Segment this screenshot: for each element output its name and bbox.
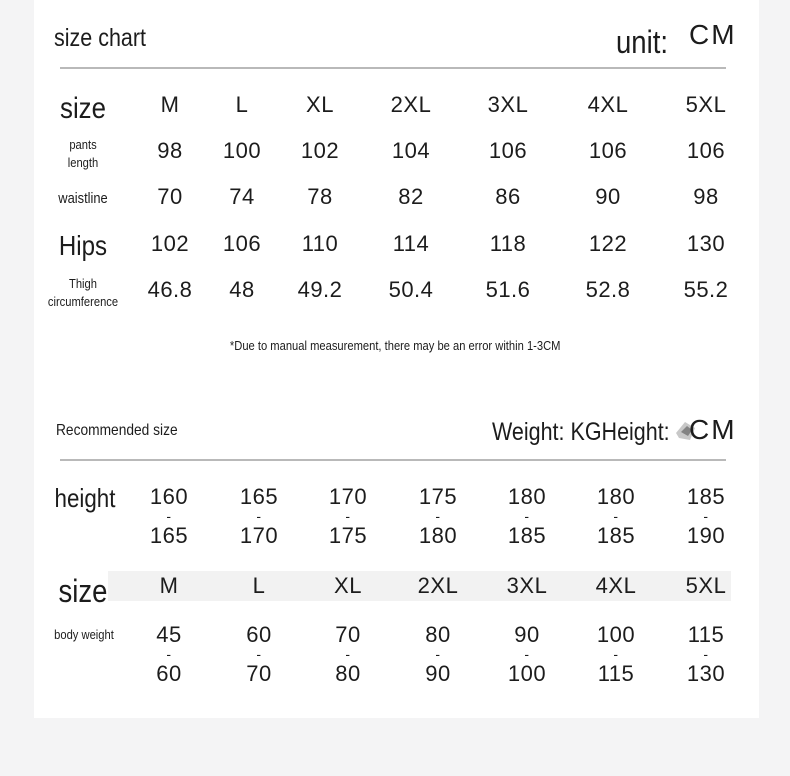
- waistline-cell: 74: [229, 184, 255, 209]
- thigh-cell: 50.4: [388, 277, 434, 302]
- size-header-cell: 5XL: [685, 92, 727, 117]
- size-header-cell: L: [235, 92, 249, 117]
- thigh-cell: 55.2: [683, 277, 729, 302]
- recommended-size-cell: 5XL: [685, 573, 727, 598]
- hips-cell: 114: [392, 231, 430, 256]
- pants-length-cell: 102: [300, 138, 340, 163]
- weight-range-cell: 45 - 60: [156, 622, 182, 686]
- chart-title: size chart: [54, 24, 147, 52]
- thigh-cell: 49.2: [297, 277, 343, 302]
- pants-length-cell: 106: [488, 138, 528, 163]
- row-label-waistline: waistline: [58, 190, 108, 207]
- size-header-cell: 2XL: [390, 92, 432, 117]
- recommended-size-cell: L: [252, 573, 266, 598]
- size-header-cell: 3XL: [487, 92, 529, 117]
- waistline-cell: 82: [398, 184, 424, 209]
- waistline-cell: 86: [495, 184, 521, 209]
- waistline-cell: 78: [307, 184, 333, 209]
- row-label-height: height: [54, 483, 116, 513]
- pants-length-cell: 104: [391, 138, 431, 163]
- recommended-size-cell: XL: [334, 573, 362, 598]
- recommended-size-cell: 2XL: [417, 573, 459, 598]
- row-label-recommended-size: size: [58, 573, 108, 609]
- recommended-divider: [60, 459, 726, 461]
- weight-range-cell: 60 - 70: [246, 622, 272, 686]
- row-label-thigh-circumference: Thigh circumference: [47, 276, 119, 309]
- header-divider: [60, 67, 726, 69]
- recommended-title: Recommended size: [56, 422, 178, 439]
- measurement-note: *Due to manual measurement, there may be an error within 1-3CM: [229, 338, 561, 353]
- row-label-size: size: [60, 92, 106, 125]
- hips-cell: 122: [588, 231, 628, 256]
- hips-cell: 102: [150, 231, 190, 256]
- height-range-cell: 180 - 185: [596, 484, 636, 548]
- unit-value: CM: [689, 19, 737, 50]
- row-label-pants-length: pants length: [67, 137, 99, 170]
- waistline-cell: 90: [595, 184, 621, 209]
- hips-cell: 110: [301, 231, 339, 256]
- thigh-cell: 46.8: [147, 277, 193, 302]
- size-header-cell: 4XL: [587, 92, 629, 117]
- height-range-cell: 180 - 185: [507, 484, 547, 548]
- recommended-size-cell: 4XL: [595, 573, 637, 598]
- weight-height-label: Weight: KGHeight:: [492, 418, 670, 446]
- pants-length-cell: 106: [686, 138, 726, 163]
- recommended-size-cell: 3XL: [506, 573, 548, 598]
- size-header-cell: XL: [306, 92, 334, 117]
- recommended-size-cell: M: [159, 573, 179, 598]
- thigh-cell: 48: [229, 277, 255, 302]
- row-label-body-weight: body weight: [54, 627, 114, 642]
- height-range-cell: 185 - 190: [686, 484, 726, 548]
- weight-range-cell: 80 - 90: [425, 622, 451, 686]
- pants-length-cell: 98: [157, 138, 183, 163]
- thigh-cell: 52.8: [585, 277, 631, 302]
- pants-length-cell: 100: [222, 138, 262, 163]
- waistline-cell: 70: [157, 184, 183, 209]
- height-range-cell: 160 - 165: [149, 484, 189, 548]
- unit-label: unit:: [616, 24, 669, 60]
- height-range-cell: 165 - 170: [239, 484, 279, 548]
- hips-cell: 118: [489, 231, 527, 256]
- weight-range-cell: 100 - 115: [596, 622, 636, 686]
- height-range-cell: 170 - 175: [328, 484, 368, 548]
- row-label-hips: Hips: [58, 230, 108, 261]
- pants-length-cell: 106: [588, 138, 628, 163]
- thigh-cell: 51.6: [485, 277, 531, 302]
- weight-range-cell: 115 - 130: [686, 622, 726, 686]
- weight-range-cell: 70 - 80: [335, 622, 361, 686]
- hips-cell: 106: [222, 231, 262, 256]
- waistline-cell: 98: [693, 184, 719, 209]
- hips-cell: 130: [686, 231, 726, 256]
- height-range-cell: 175 - 180: [418, 484, 458, 548]
- recommended-unit-value: CM: [689, 414, 737, 445]
- size-header-cell: M: [160, 92, 180, 117]
- weight-range-cell: 90 - 100: [507, 622, 547, 686]
